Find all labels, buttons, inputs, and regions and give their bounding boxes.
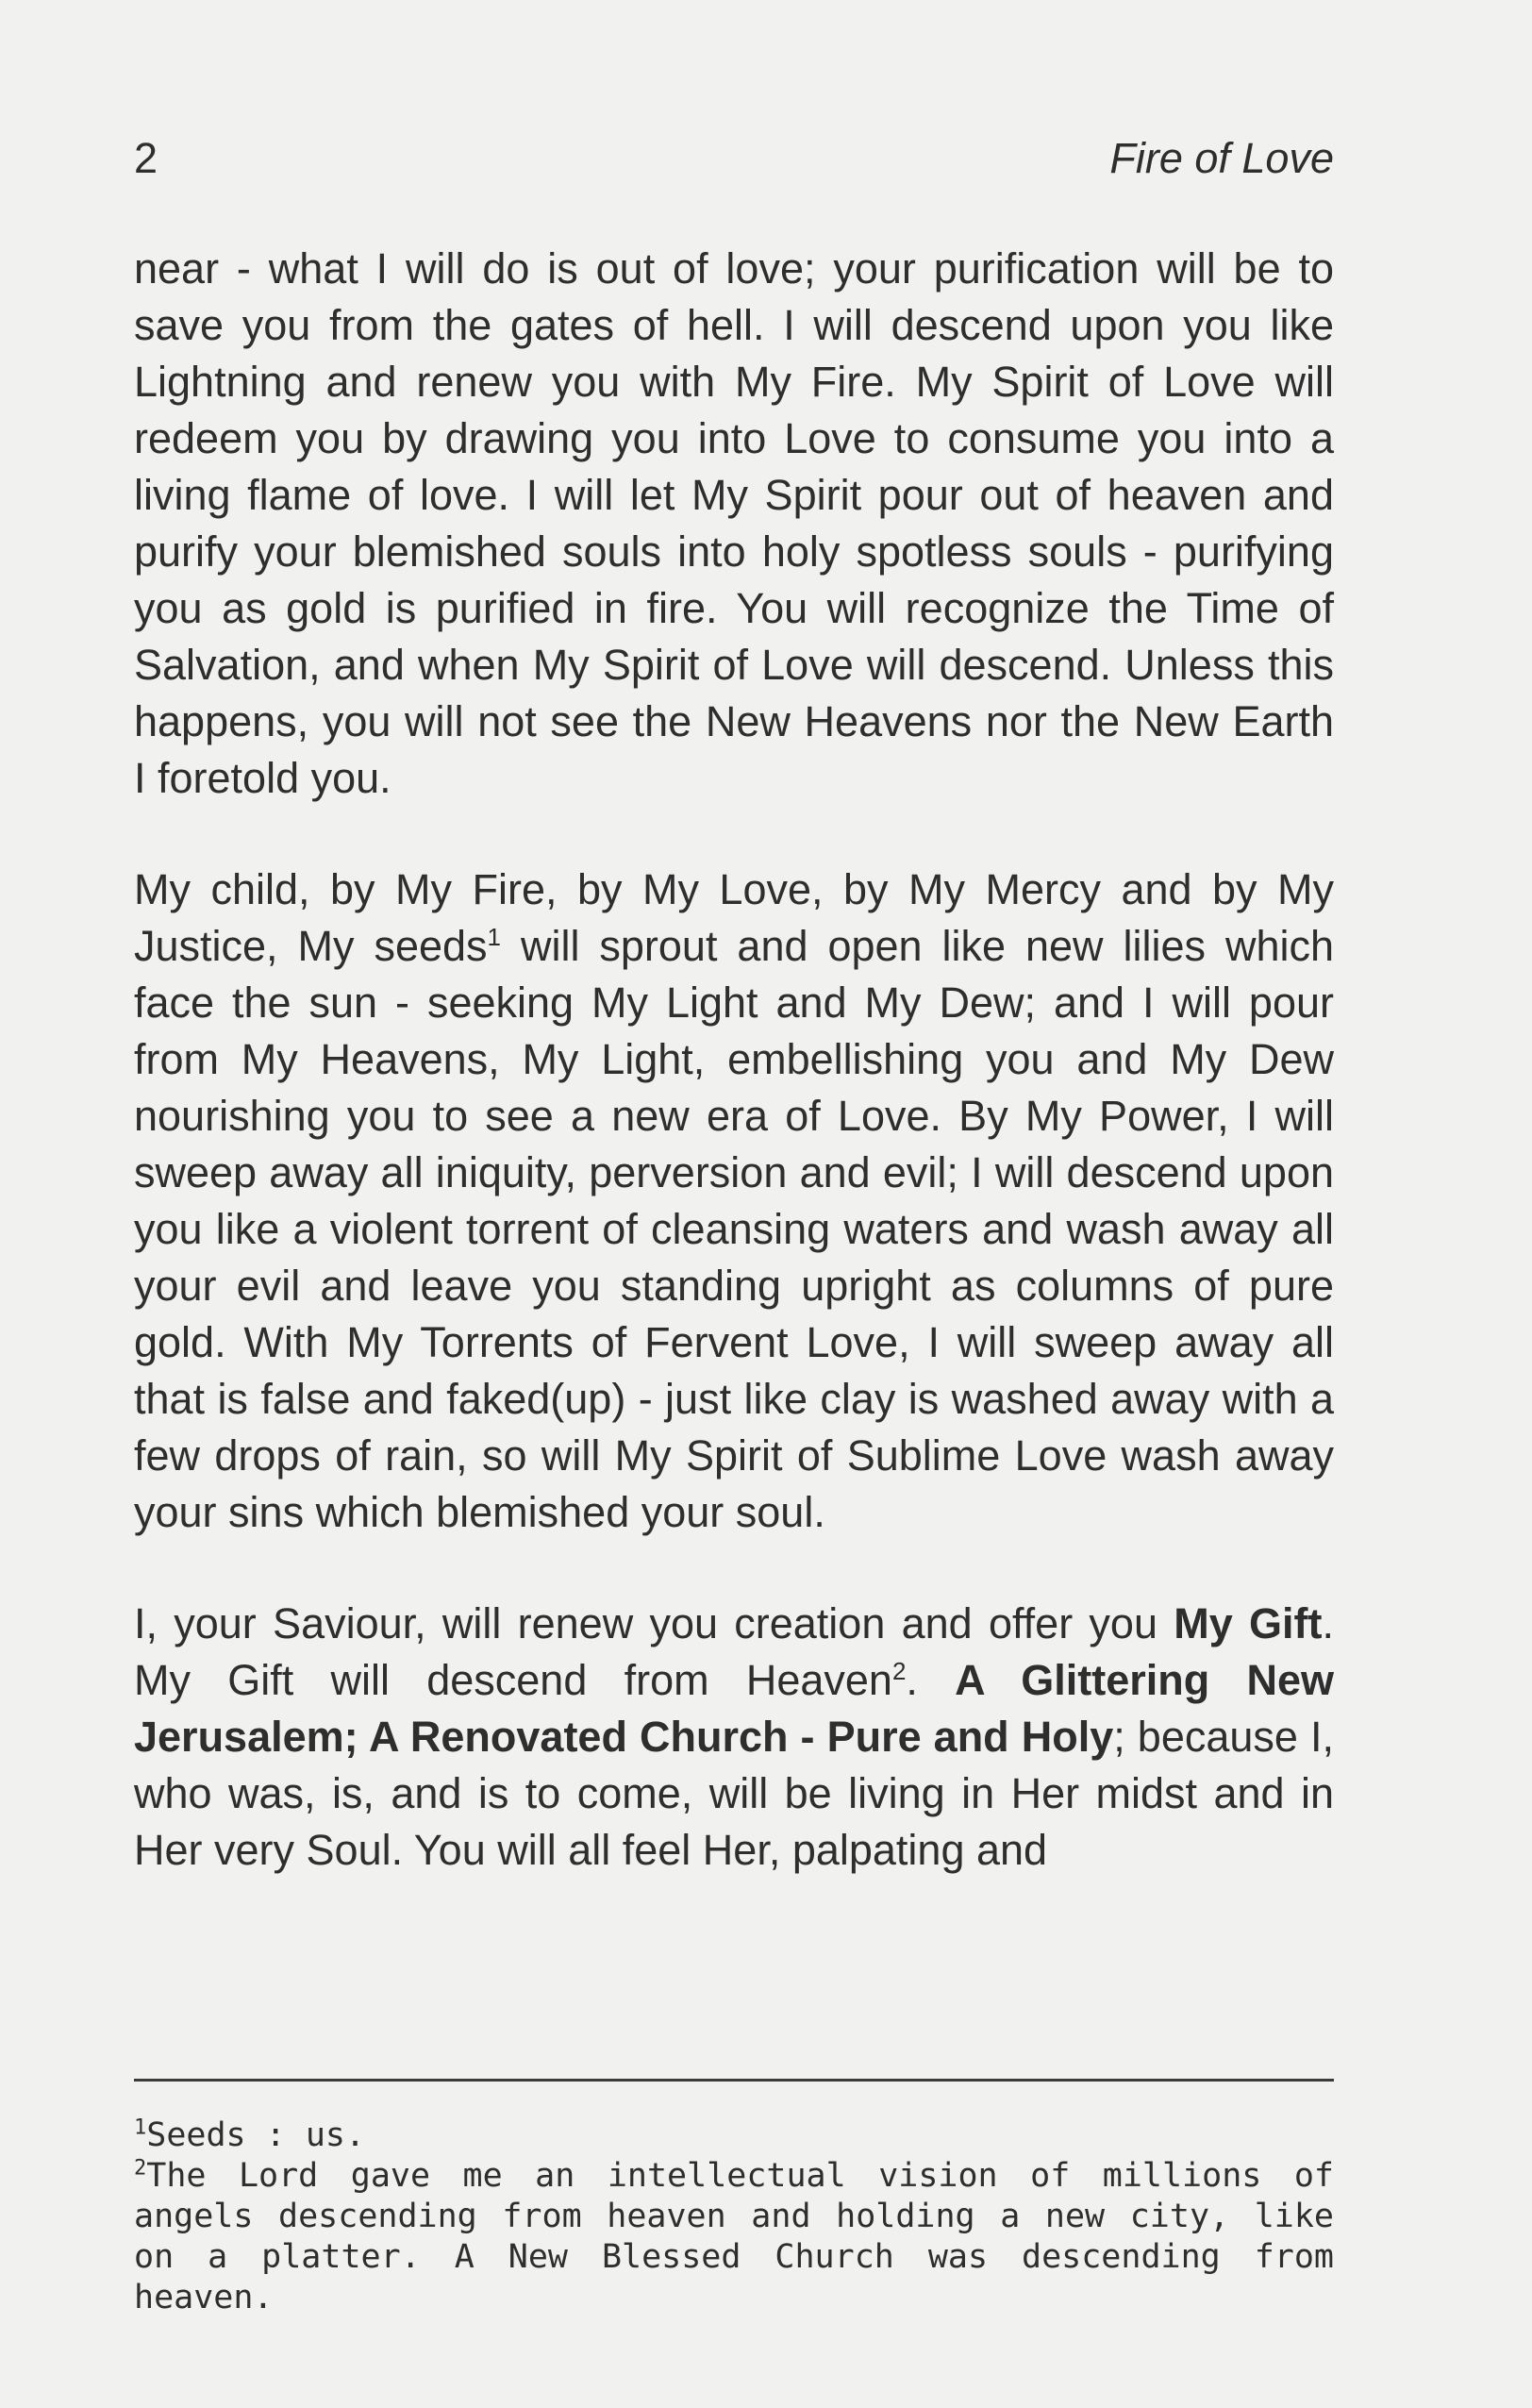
paragraph-3-text-d: ; because I, who was, is, and is to come, will be living in Her midst and in Her very Soul. You will all feel Her, palpating and bbox=[134, 1713, 1334, 1874]
footnote-2-text: The Lord gave me an intellectual vision of millions of angels descending from heaven and holding a new city, like on a platter. A New Blessed Church was descending from heaven. bbox=[134, 2157, 1334, 2316]
paragraph-3 bbox=[134, 1596, 1334, 1879]
body-text bbox=[134, 241, 1334, 1879]
footnote-2-marker: 2 bbox=[134, 2156, 147, 2181]
paragraph-2-text-b: will sprout and open like new lilies which face the sun - seeking My Light and My Dew; and I will pour from My Heavens, My Light, embellishing you and My Dew nourishing you to see a new era of Love. By My Power, I will sweep away all iniquity, perversion and evil; I will descend upon you like a violent torrent of cleansing waters and wash away all your evil and leave you standing upright as columns of pure gold. With My Torrents of Fervent Love, I will sweep away all that is false and faked(up) - just like clay is washed away with a few drops of rain, so will My Spirit of Sublime Love wash away your sins which blemished your soul. bbox=[134, 922, 1334, 1536]
page-number: 2 bbox=[134, 134, 158, 182]
footnote-2 bbox=[134, 2156, 1334, 2318]
paragraph-3-bold-jerusalem: A Glittering New Jerusalem; A Renovated Church - Pure and Holy bbox=[134, 1656, 1334, 1761]
paragraph-2-text-a: My child, by My Fire, by My Love, by My Mercy and by My Justice, My seeds bbox=[134, 865, 1334, 970]
footnote-1-text: Seeds : us. bbox=[146, 2116, 366, 2154]
footnote-ref-2: 2 bbox=[891, 1657, 907, 1685]
running-title: Fire of Love bbox=[1109, 134, 1334, 182]
footnote-1 bbox=[134, 2115, 1334, 2156]
paragraph-1 bbox=[134, 241, 1334, 807]
paragraph-3-text-a: I, your Saviour, will renew you creation and offer you bbox=[134, 1599, 1174, 1647]
footnote-divider bbox=[134, 2079, 1334, 2082]
paragraph-1-text: near - what I will do is out of love; your purification will be to save you from the gates of hell. I will descend upon you like Lightning and renew you with My Fire. My Spirit of Love will redeem you by drawing you into Love to consume you into a living flame of love. I will let My Spirit pour out of heaven and purify your blemished souls into holy spotless souls - purifying you as gold is purified in fire. You will recognize the Time of Salvation, and when My Spirit of Love will descend. Unless this happens, you will not see the New Heavens nor the New Earth I foretold you. bbox=[134, 244, 1334, 802]
paragraph-2 bbox=[134, 861, 1334, 1541]
paragraph-3-text-b: . My Gift will descend from Heaven bbox=[134, 1599, 1334, 1704]
footnote-ref-1: 1 bbox=[487, 923, 501, 951]
paragraph-3-text-c: . bbox=[906, 1656, 956, 1704]
paragraph-3-bold-gift: My Gift bbox=[1174, 1599, 1323, 1647]
footnotes bbox=[134, 2115, 1334, 2318]
page-header bbox=[134, 130, 1334, 187]
footnote-1-marker: 1 bbox=[134, 2115, 147, 2140]
